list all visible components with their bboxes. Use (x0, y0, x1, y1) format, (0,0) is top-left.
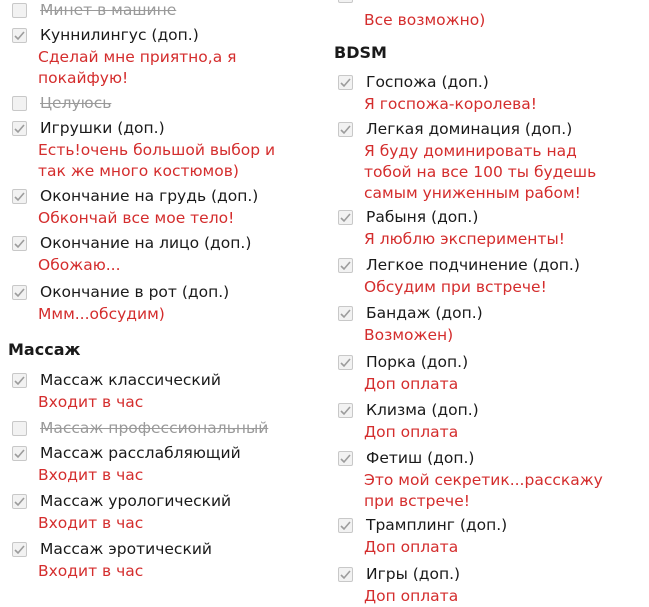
service-label: Рабыня (доп.) (366, 208, 479, 226)
service-note: Входит в час (38, 466, 144, 484)
service-label: Массаж профессиональный (40, 419, 269, 437)
service-note: Есть!очень большой выбор и так же много костюмов) (38, 141, 276, 180)
service-label: Массаж эротический (40, 540, 212, 558)
service-item (12, 0, 176, 21)
service-note: Ммм...обсудим) (38, 305, 165, 323)
service-note: Обожаю... (38, 256, 121, 274)
service-label: Легкая доминация (доп.) (366, 120, 573, 138)
service-label: Окончание на лицо (доп.) (40, 234, 252, 252)
service-item (12, 281, 229, 325)
service-item (338, 514, 507, 558)
service-item (338, 71, 537, 115)
service-note: Доп оплата (364, 538, 459, 556)
service-item (12, 232, 251, 276)
service-label: Куннилингус (доп.) (40, 26, 199, 44)
service-note: Обкончай все мое тело! (38, 209, 235, 227)
service-item (338, 399, 479, 443)
service-label: Игры (доп.) (366, 565, 461, 583)
service-item (12, 538, 212, 582)
service-note: Доп оплата (364, 375, 459, 393)
service-item (338, 302, 483, 346)
service-label: Порка (доп.) (366, 353, 469, 371)
service-checkbox[interactable] (12, 421, 27, 436)
service-item (338, 118, 596, 204)
service-label: Трамплинг (доп.) (366, 516, 508, 534)
service-checkbox[interactable] (12, 446, 27, 461)
service-note: Входит в час (38, 562, 144, 580)
service-label: Фетиш (доп.) (366, 449, 475, 467)
service-item (12, 92, 111, 114)
section-title-massage: Массаж (8, 340, 81, 359)
service-checkbox[interactable] (338, 0, 353, 3)
service-checkbox[interactable] (338, 210, 353, 225)
service-label: Бандаж (доп.) (366, 304, 483, 322)
service-note: Возможен) (364, 326, 454, 344)
service-item (338, 447, 603, 512)
service-checkbox[interactable] (338, 451, 353, 466)
service-note: Я госпожа-королева! (364, 95, 537, 113)
service-checkbox[interactable] (12, 373, 27, 388)
service-label: Клизма (доп.) (366, 401, 479, 419)
service-item (338, 254, 580, 298)
service-item (12, 185, 258, 229)
service-note: Сделай мне приятно,а я покайфую! (38, 48, 237, 87)
service-item (338, 563, 460, 607)
service-label: Целуюсь (40, 94, 112, 112)
service-checkbox[interactable] (12, 494, 27, 509)
service-note: Я люблю эксперименты! (364, 230, 565, 248)
service-checkbox[interactable] (338, 258, 353, 273)
section-title-bdsm: BDSM (334, 43, 387, 62)
service-label: Массаж расслабляющий (40, 444, 241, 462)
service-item (12, 490, 231, 534)
service-checkbox[interactable] (338, 75, 353, 90)
service-note: Обсудим при встрече! (364, 278, 547, 296)
service-checkbox[interactable] (12, 28, 27, 43)
service-label: Игрушки (доп.) (40, 119, 165, 137)
service-note: Доп оплата (364, 587, 459, 605)
service-checkbox[interactable] (338, 518, 353, 533)
service-checkbox[interactable] (12, 236, 27, 251)
service-label: Минет в машине (40, 1, 177, 19)
service-checkbox[interactable] (338, 567, 353, 582)
service-item (12, 24, 236, 89)
service-checkbox[interactable] (338, 403, 353, 418)
service-item (12, 117, 275, 182)
service-checkbox[interactable] (12, 96, 27, 111)
service-note: Входит в час (38, 514, 144, 532)
service-checkbox[interactable] (12, 3, 27, 18)
service-label: Массаж урологический (40, 492, 232, 510)
service-checkbox[interactable] (12, 285, 27, 300)
service-checkbox[interactable] (12, 542, 27, 557)
service-label: Госпожа (доп.) (366, 73, 489, 91)
service-note: Это мой секретик...расскажу при встрече! (364, 471, 603, 510)
service-item (12, 442, 241, 486)
service-note: Входит в час (38, 393, 144, 411)
service-label: Массаж классический (40, 371, 221, 389)
service-label: Окончание в рот (доп.) (40, 283, 230, 301)
service-item (12, 369, 221, 413)
service-label: Легкое подчинение (доп.) (366, 256, 580, 274)
service-checkbox[interactable] (338, 122, 353, 137)
service-item (12, 417, 268, 439)
service-checkbox[interactable] (338, 355, 353, 370)
service-note: Я буду доминировать над тобой на все 100 ты будешь самым униженным рабом! (364, 142, 597, 202)
service-item (338, 206, 565, 250)
service-label: Окончание на грудь (доп.) (40, 187, 259, 205)
service-item-partial (338, 0, 366, 6)
service-note: Доп оплата (364, 423, 459, 441)
service-checkbox[interactable] (338, 306, 353, 321)
service-item (338, 351, 468, 395)
service-note: Все возможно) (364, 11, 486, 29)
service-checkbox[interactable] (12, 189, 27, 204)
service-checkbox[interactable] (12, 121, 27, 136)
